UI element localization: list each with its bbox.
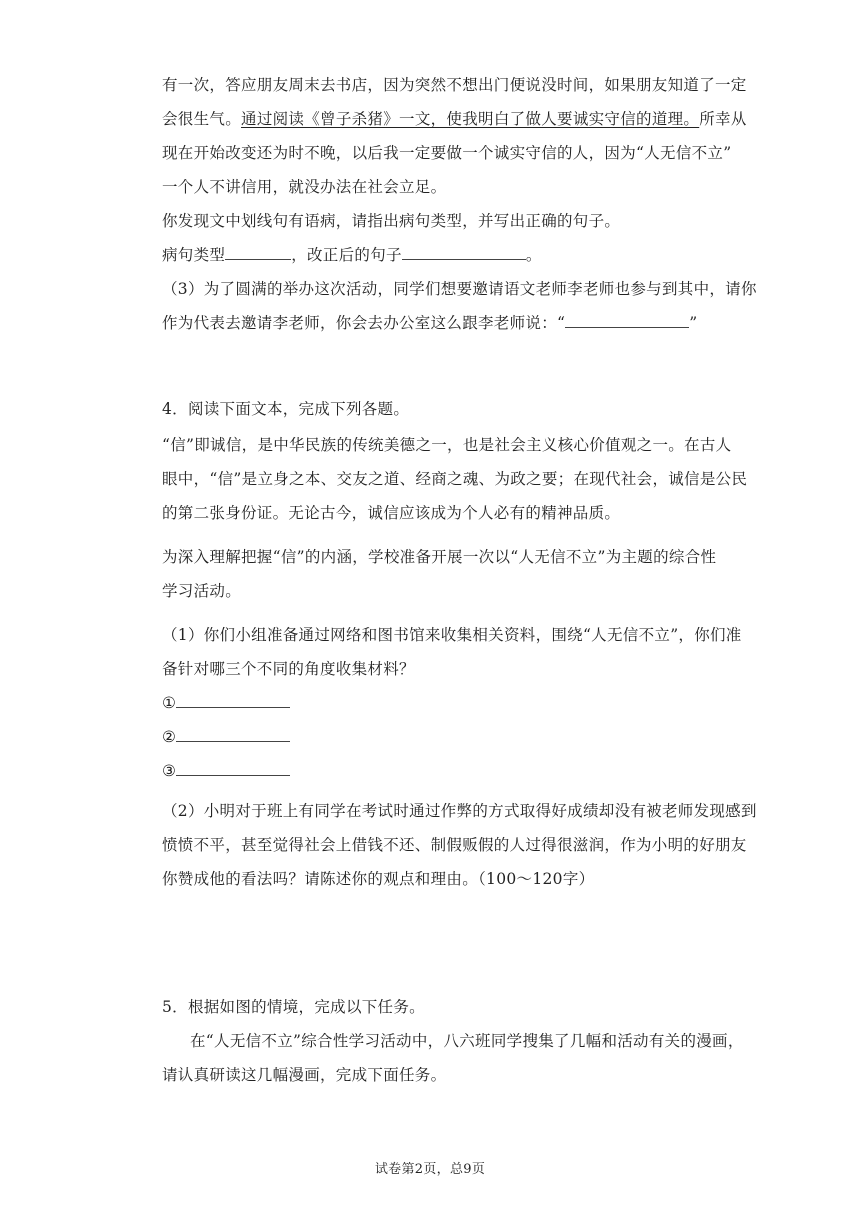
passage-line: 有一次，答应朋友周末去书店，因为突然不想出门便说没时间，如果朋友知道了一定 xyxy=(162,76,747,94)
question-prompt: 你发现文中划线句有语病，请指出病句类型，并写出正确的句子。 xyxy=(162,212,621,230)
sub-question: （2）小明对于班上有同学在考试时通过作弊的方式取得好成绩却没有被老师发现感到 xyxy=(162,802,757,820)
question-4-title: 4．阅读下面文本，完成下列各题。 xyxy=(162,400,410,418)
sub-question: （1）你们小组准备通过网络和图书馆来收集相关资料，围绕“人无信不立”，你们准 xyxy=(162,626,742,644)
page-footer: 试卷第2页，总9页 xyxy=(374,1162,486,1177)
answer-line-3: ③ xyxy=(162,760,290,782)
sub-question: （3）为了圆满的举办这次活动，同学们想要邀请语文老师李老师也参与到其中，请你 xyxy=(162,280,757,298)
passage-line: 一个人不讲信用，就没办法在社会立足。 xyxy=(162,178,447,196)
passage-line: 会很生气。通过阅读《曾子杀猪》一文，使我明白了做人要诚实守信的道理。所幸从 xyxy=(162,110,747,128)
answer-line-1: ① xyxy=(162,692,290,714)
paragraph-line: 为深入理解把握“信”的内涵，学校准备开展一次以“人无信不立”为主题的综合性 xyxy=(162,548,717,566)
answer-blank[interactable] xyxy=(402,245,526,260)
question-5-title: 5．根据如图的情境，完成以下任务。 xyxy=(162,998,425,1016)
sub-question: 你赞成他的看法吗？请陈述你的观点和理由。（100～120字） xyxy=(162,870,595,888)
answer-blank[interactable] xyxy=(176,761,290,776)
answer-blank[interactable] xyxy=(176,693,290,708)
underlined-sentence: 通过阅读《曾子杀猪》一文，使我明白了做人要诚实守信的道理。 xyxy=(241,110,700,128)
sub-question: 愤愤不平，甚至觉得社会上借钱不还、制假贩假的人过得很滋润，作为小明的好朋友 xyxy=(162,836,747,854)
paragraph-line: “信”即诚信，是中华民族的传统美德之一，也是社会主义核心价值观之一。在古人 xyxy=(162,436,732,454)
paragraph-line: 眼中，“信”是立身之本、交友之道、经商之魂、为政之要；在现代社会，诚信是公民 xyxy=(162,470,748,488)
answer-blank[interactable] xyxy=(176,727,290,742)
answer-blank[interactable] xyxy=(565,313,689,328)
sub-question: 备针对哪三个不同的角度收集材料？ xyxy=(162,660,415,678)
answer-line: 病句类型 ，改正后的句子 。 xyxy=(162,246,542,264)
passage-line: 现在开始改变还为时不晚，以后我一定要做一个诚实守信的人，因为“人无信不立” xyxy=(162,144,732,162)
paragraph-line: 学习活动。 xyxy=(162,582,242,600)
sub-question: 作为代表去邀请李老师，你会去办公室这么跟李老师说：“ ” xyxy=(162,314,698,332)
paragraph-line: 请认真研读这几幅漫画，完成下面任务。 xyxy=(162,1066,447,1084)
answer-blank[interactable] xyxy=(225,245,291,260)
answer-line-2: ② xyxy=(162,726,290,748)
paragraph-line: 的第二张身份证。无论古今，诚信应该成为个人必有的精神品质。 xyxy=(162,504,621,522)
paragraph-line: 在“人无信不立”综合性学习活动中，八六班同学搜集了几幅和活动有关的漫画， xyxy=(190,1032,744,1050)
